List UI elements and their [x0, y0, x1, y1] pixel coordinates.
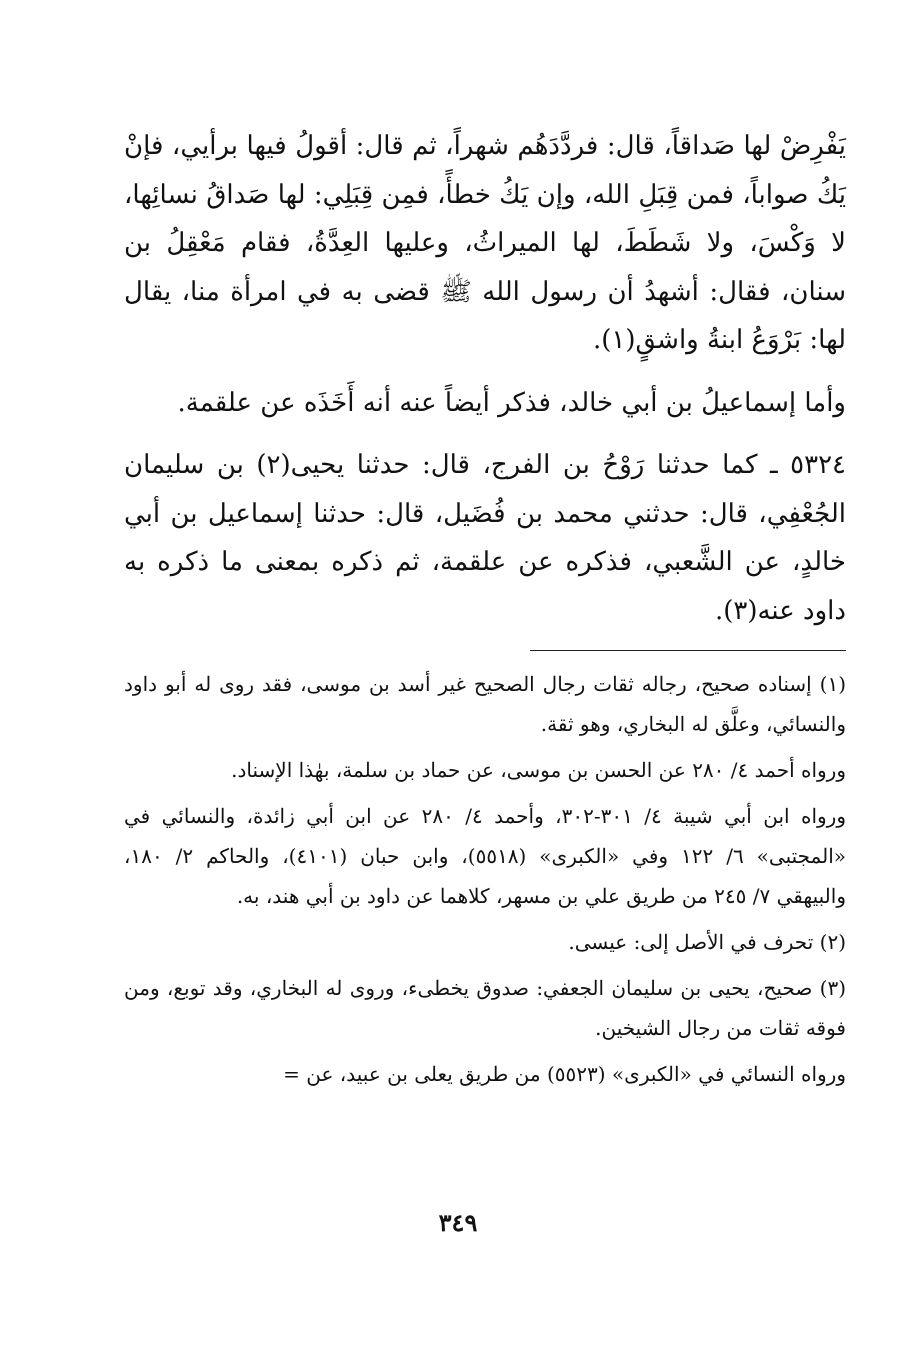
body-paragraph-2: وأما إسماعيلُ بن أبي خالد، فذكر أيضاً عنه أنه أَخَذَه عن علقمة. — [177, 387, 846, 418]
footnote-1-continuation-a: ورواه أحمد ٤/ ٢٨٠ عن الحسن بن موسى، عن حماد بن سلمة، بهٰذا الإسناد. — [231, 758, 846, 782]
footnotes — [124, 664, 846, 1100]
body-paragraph-3: ٥٣٢٤ ـ كما حدثنا رَوْحُ بن الفرج، قال: حدثنا يحيى(٢) بن سليمان الجُعْفِي، قال: حدثني محمد بن فُضَيل، قال: حدثنا إسماعيل بن أبي خالدٍ، عن الشَّعبي، فذكره عن علقمة، ثم ذكره بمعنى ما ذكره به داود عنه(٣). — [124, 450, 846, 626]
footnote-3: (٣) صحيح، يحيى بن سليمان الجعفي: صدوق يخطىء، وروى له البخاري، وقد توبع، ومن فوقه ثقات من رجال الشيخين. — [124, 976, 846, 1040]
footnote-1: (١) إسناده صحيح، رجاله ثقات رجال الصحيح غير أسد بن موسى، فقد روى له أبو داود والنسائي، وعلَّق له البخاري، وهو ثقة. — [124, 672, 846, 736]
body-paragraph-1: يَفْرِضْ لها صَداقاً، قال: فردَّدَهُم شهراً، ثم قال: أقولُ فيها برأيي، فإنْ يَكُ صواباً، فمن قِبَلِ الله، وإن يَكُ خطأً، فمِن قِبَلِي: لها صَداقُ نسائِها، لا وَكْسَ، ولا شَطَطَ، لها الميراثُ، وعليها العِدَّةُ، فقام مَعْقِلُ بن سنان، فقال: أشهدُ أن رسول الله ﷺ قضى به في امرأة منا، يقال لها: بَرْوَعُ ابنةُ واشقٍ(١). — [124, 131, 846, 355]
page-number: ٣٤٩ — [438, 1208, 478, 1237]
footnote-3-continuation: ورواه النسائي في «الكبرى» (٥٥٢٣) من طريق يعلى بن عبيد، عن = — [283, 1062, 846, 1086]
footnote-1-continuation-b: ورواه ابن أبي شيبة ٤/ ٣٠١-٣٠٢، وأحمد ٤/ ٢٨٠ عن ابن أبي زائدة، والنسائي في «المجتبى» ٦/ ١٢٢ وفي «الكبرى» (٥٥١٨)، وابن حبان (٤١٠١)، والحاكم ٢/ ١٨٠، والبيهقي ٧/ ٢٤٥ من طريق علي بن مسهر، كلاهما عن داود بن أبي هند، به. — [124, 804, 846, 908]
main-text — [124, 122, 846, 649]
footnote-2: (٢) تحرف في الأصل إلى: عيسى. — [568, 930, 846, 954]
footnote-separator — [530, 650, 846, 651]
